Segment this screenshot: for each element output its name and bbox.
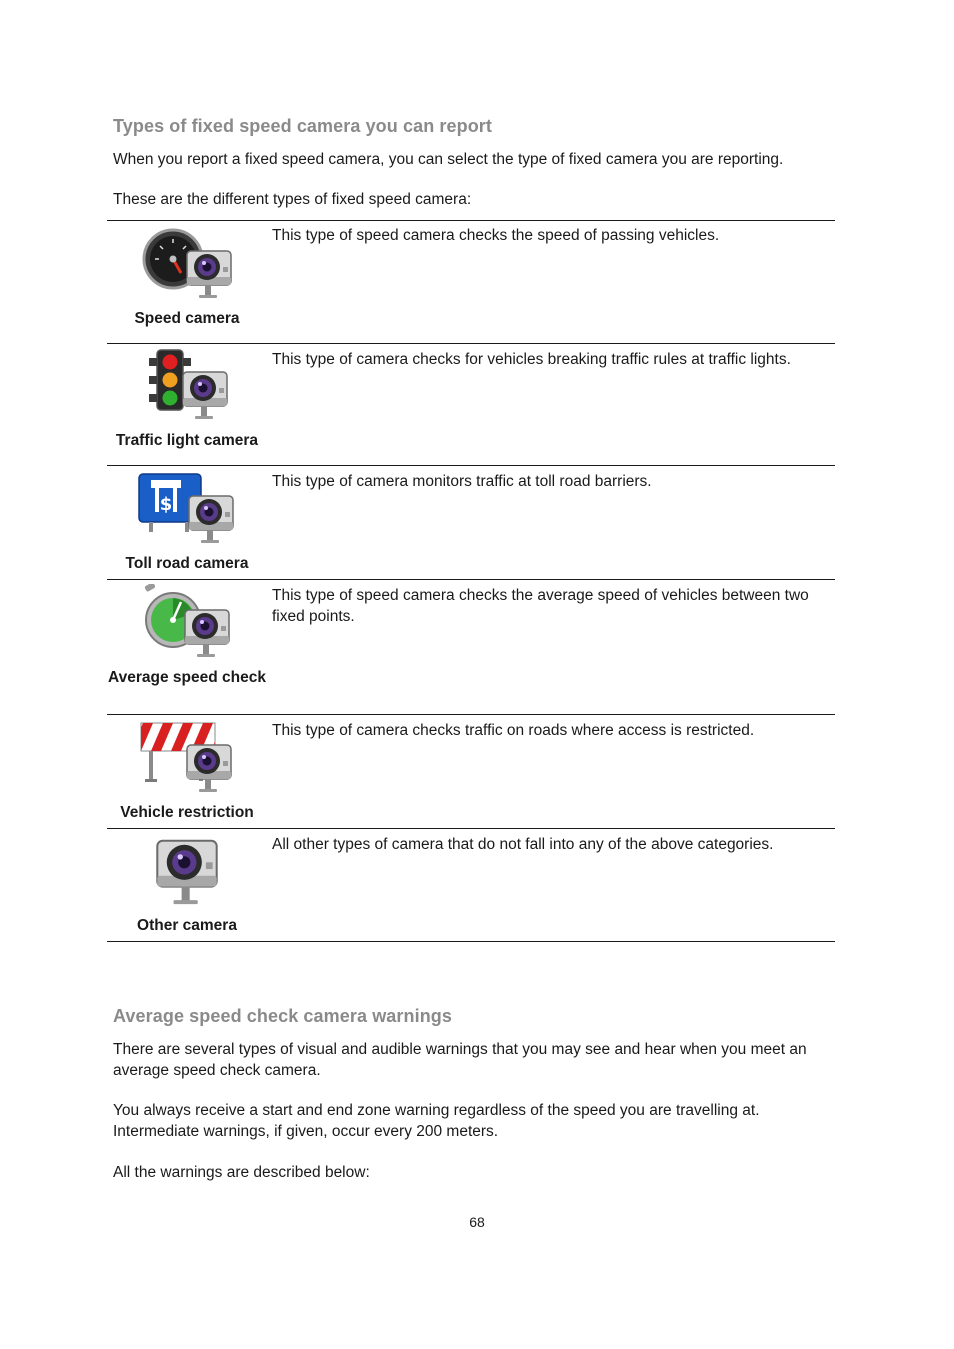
paragraph: All the warnings are described below:	[113, 1164, 370, 1181]
toll-road-camera-icon	[137, 470, 237, 550]
svg-text:$: $	[159, 494, 173, 515]
barrier-camera-icon	[137, 719, 237, 799]
paragraph: There are several types of visual and audible warnings that you may see and hear when you meet an average speed check camera.	[113, 1041, 807, 1079]
section-heading: Average speed check camera warnings	[113, 1006, 453, 1026]
camera-label: Traffic light camera	[115, 432, 259, 449]
page-number: 68	[469, 1214, 485, 1230]
camera-label: Speed camera	[134, 310, 240, 327]
camera-label: Vehicle restriction	[120, 804, 254, 821]
traffic-light-camera-icon	[137, 348, 237, 428]
table-rule-bottom	[107, 941, 835, 942]
table-row	[107, 715, 835, 828]
camera-icon	[137, 833, 237, 913]
camera-label: Toll road camera	[125, 555, 249, 572]
section-heading: Types of fixed speed camera you can report	[113, 116, 492, 136]
lead-paragraph: These are the different types of fixed speed camera:	[113, 191, 472, 208]
camera-label: Other camera	[137, 917, 237, 934]
stopwatch-camera-icon	[137, 584, 237, 664]
camera-description: This type of speed camera checks the speed of passing vehicles.	[272, 227, 720, 244]
paragraph: You always receive a start and end zone warning regardless of the speed you are travelling at. Intermediate warnings, if given, occur every 200 meters.	[113, 1102, 760, 1140]
camera-description: All other types of camera that do not fall into any of the above categories.	[272, 836, 774, 853]
table-row	[107, 466, 835, 579]
camera-description: This type of camera monitors traffic at toll road barriers.	[272, 473, 652, 490]
table-row	[107, 344, 835, 465]
camera-description: This type of speed camera checks the average speed of vehicles between two fixed points.	[272, 587, 809, 625]
camera-description: This type of camera checks for vehicles breaking traffic rules at traffic lights.	[272, 351, 791, 368]
table-row	[107, 221, 835, 343]
camera-label: Average speed check	[108, 669, 266, 686]
speedometer-camera-icon	[137, 225, 237, 305]
camera-description: This type of camera checks traffic on roads where access is restricted.	[272, 722, 755, 739]
table-row	[107, 829, 835, 941]
table-row	[107, 580, 835, 714]
intro-paragraph: When you report a fixed speed camera, you can select the type of fixed camera you are reporting.	[113, 151, 784, 168]
